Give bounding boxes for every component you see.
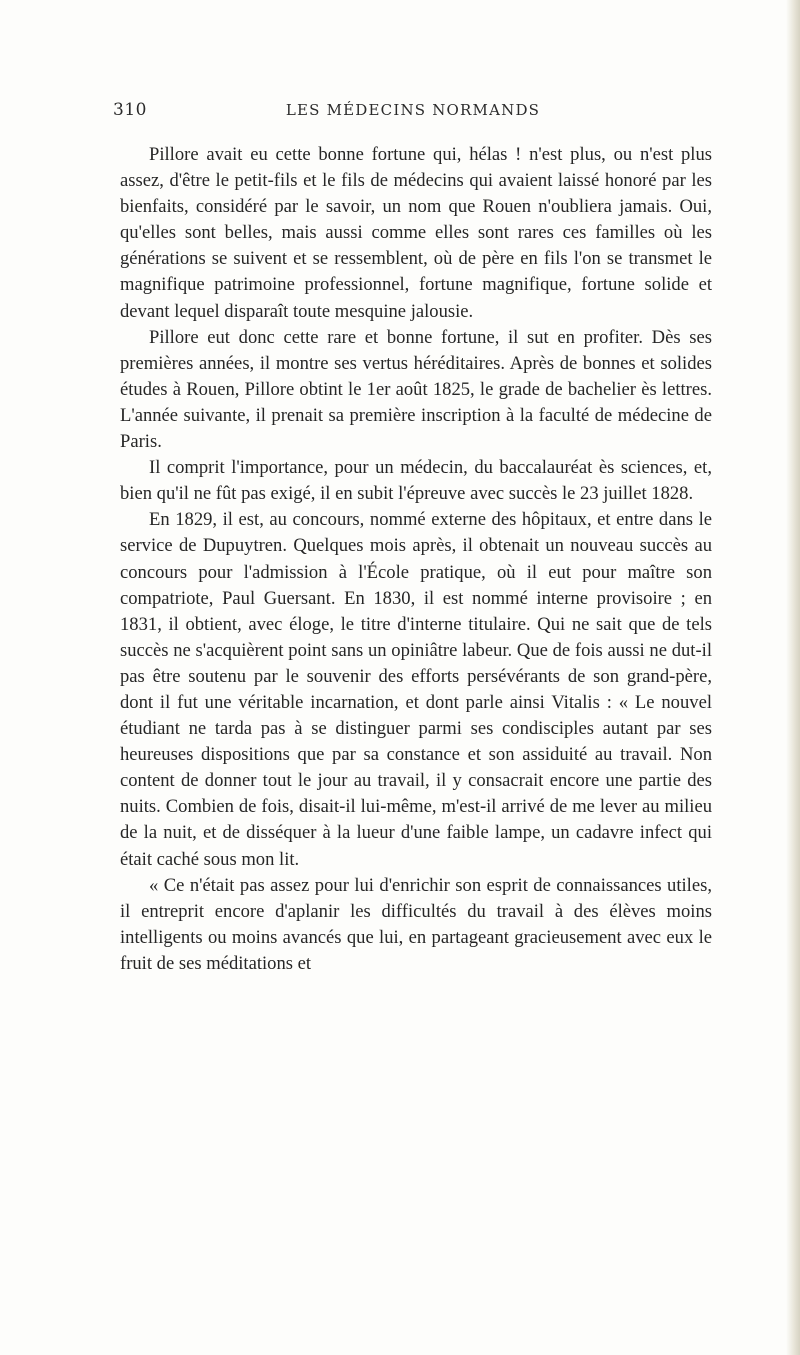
running-title: LES MÉDECINS NORMANDS	[285, 101, 541, 119]
page-header	[113, 100, 713, 128]
paragraph: « Ce n'était pas assez pour lui d'enrichir son esprit de connaissances utiles, il entreprit encore d'aplanir les difficultés du travail à des élèves moins intelligents ou moins avancés que lui, en partageant gracieusement avec eux le fruit de ses méditations et	[120, 874, 712, 974]
page-number: 310	[113, 100, 147, 120]
paragraph: Pillore eut donc cette rare et bonne fortune, il sut en profiter. Dès ses premières années, il montre ses vertus héréditaires. Après de bonnes et solides études à Rouen, Pillore obtint le 1er août 1825, le grade de bachelier ès lettres. L'année suivante, il prenait sa première inscription à la faculté de médecine de Paris.	[120, 326, 712, 453]
paragraph: Pillore avait eu cette bonne fortune qui, hélas ! n'est plus, ou n'est plus assez, d'être le petit-fils et le fils de médecins qui avaient laissé honoré par les bienfaits, considéré par le savoir, un nom que Rouen n'oubliera jamais. Oui, qu'elles sont belles, mais aussi comme elles sont rares ces familles où les générations se suivent et se ressemblent, où de père en fils l'on se transmet le magnifique patrimoine professionnel, fortune magnifique, fortune solide et devant lequel disparaît toute mesquine jalousie.	[120, 144, 712, 322]
page-edge-shadow	[786, 0, 800, 1355]
paragraph: Il comprit l'importance, pour un médecin, du baccalauréat ès sciences, et, bien qu'il ne fût pas exigé, il en subit l'épreuve avec succès le 23 juillet 1828.	[120, 457, 712, 505]
body-text	[120, 142, 712, 977]
paragraph: En 1829, il est, au concours, nommé externe des hôpitaux, et entre dans le service de Dupuytren. Quelques mois après, il obtenait un nouveau succès au concours pour l'admission à l'École pratique, où il eut pour maître son compatriote, Paul Guersant. En 1830, il est nommé interne provisoire ; en 1831, il obtient, avec éloge, le titre d'interne titulaire. Qui ne sait que de tels succès ne s'acquièrent point sans un opiniâtre labeur. Que de fois aussi ne dut-il pas être soutenu par le souvenir des efforts persévérants de son grand-père, dont il fut une véritable incarnation, et dont parle ainsi Vitalis : « Le nouvel étudiant ne tarda pas à se distinguer parmi ses condisciples autant par ses heureuses dispositions que par sa constance et son assiduité au travail. Non content de donner tout le jour au travail, il y consacrait encore une partie des nuits. Combien de fois, disait-il lui-même, m'est-il arrivé de me lever au milieu de la nuit, et de disséquer à la lueur d'une faible lampe, un cadavre infect qui était caché sous mon lit.	[120, 509, 712, 870]
